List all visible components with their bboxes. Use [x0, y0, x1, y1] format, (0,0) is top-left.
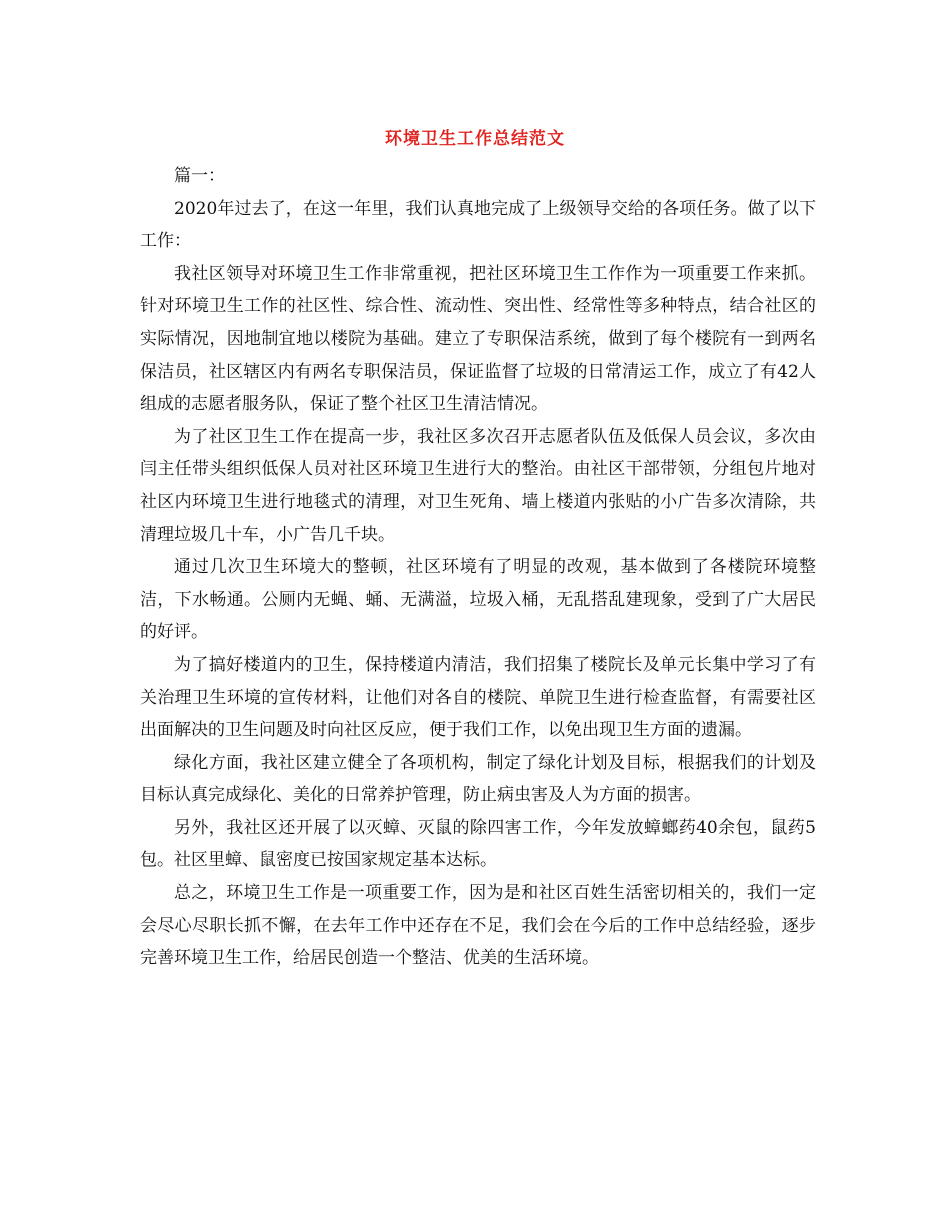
paragraph-pest-control: 另外，我社区还开展了以灭蟑、灭鼠的除四害工作，今年发放蟑螂药40余包，鼠药5包。社区里蟑、鼠密度已按国家规定基本达标。 [140, 817, 816, 871]
section-label: 篇一： [174, 166, 225, 186]
paragraph-conclusion: 总之，环境卫生工作是一项重要工作，因为是和社区百姓生活密切相关的，我们一定会尽心尽职长抓不懈，在去年工作中还存在不足，我们会在今后的工作中总结经验，逐步完善环境卫生工作，给居民创造一个整洁、优美的生活环境。 [140, 883, 816, 969]
paragraph-cleanup: 为了社区卫生工作在提高一步，我社区多次召开志愿者队伍及低保人员会议，多次由闫主任带头组织低保人员对社区环境卫生进行大的整治。由社区干部带领，分组包片地对社区内环境卫生进行地毯式的清理，对卫生死角、墙上楼道内张贴的小广告多次清除，共清理垃圾几十车，小广告几千块。 [140, 426, 816, 545]
paragraph-greening: 绿化方面，我社区建立健全了各项机构，制定了绿化计划及目标，根据我们的计划及目标认真完成绿化、美化的日常养护管理，防止病虫害及人为方面的损害。 [140, 752, 816, 806]
paragraph-results: 通过几次卫生环境大的整顿，社区环境有了明显的改观，基本做到了各楼院环境整洁，下水畅通。公厕内无蝇、蛹、无满溢，垃圾入桶，无乱搭乱建现象，受到了广大居民的好评。 [140, 557, 816, 643]
document-title: 环境卫生工作总结范文 [385, 129, 565, 149]
document-body [140, 160, 816, 975]
paragraph-intro: 2020年过去了，在这一年里，我们认真地完成了上级领导交给的各项任务。做了以下工作： [140, 198, 816, 252]
paragraph-stairwell: 为了搞好楼道内的卫生，保持楼道内清洁，我们招集了楼院长及单元长集中学习了有关治理卫生环境的宣传材料，让他们对各自的楼院、单院卫生进行检查监督，有需要社区出面解决的卫生问题及时向社区反应，便于我们工作，以免出现卫生方面的遗漏。 [140, 654, 816, 741]
paragraph-leadership: 我社区领导对环境卫生工作非常重视，把社区环境卫生工作作为一项重要工作来抓。针对环境卫生工作的社区性、综合性、流动性、突出性、经常性等多种特点，结合社区的实际情况，因地制宜地以楼院为基础。建立了专职保洁系统，做到了每个楼院有一到两名保洁员，社区辖区内有两名专职保洁员，保证监督了垃圾的日常清运工作，成立了有42人组成的志愿者服务队，保证了整个社区卫生清洁情况。 [140, 263, 816, 415]
